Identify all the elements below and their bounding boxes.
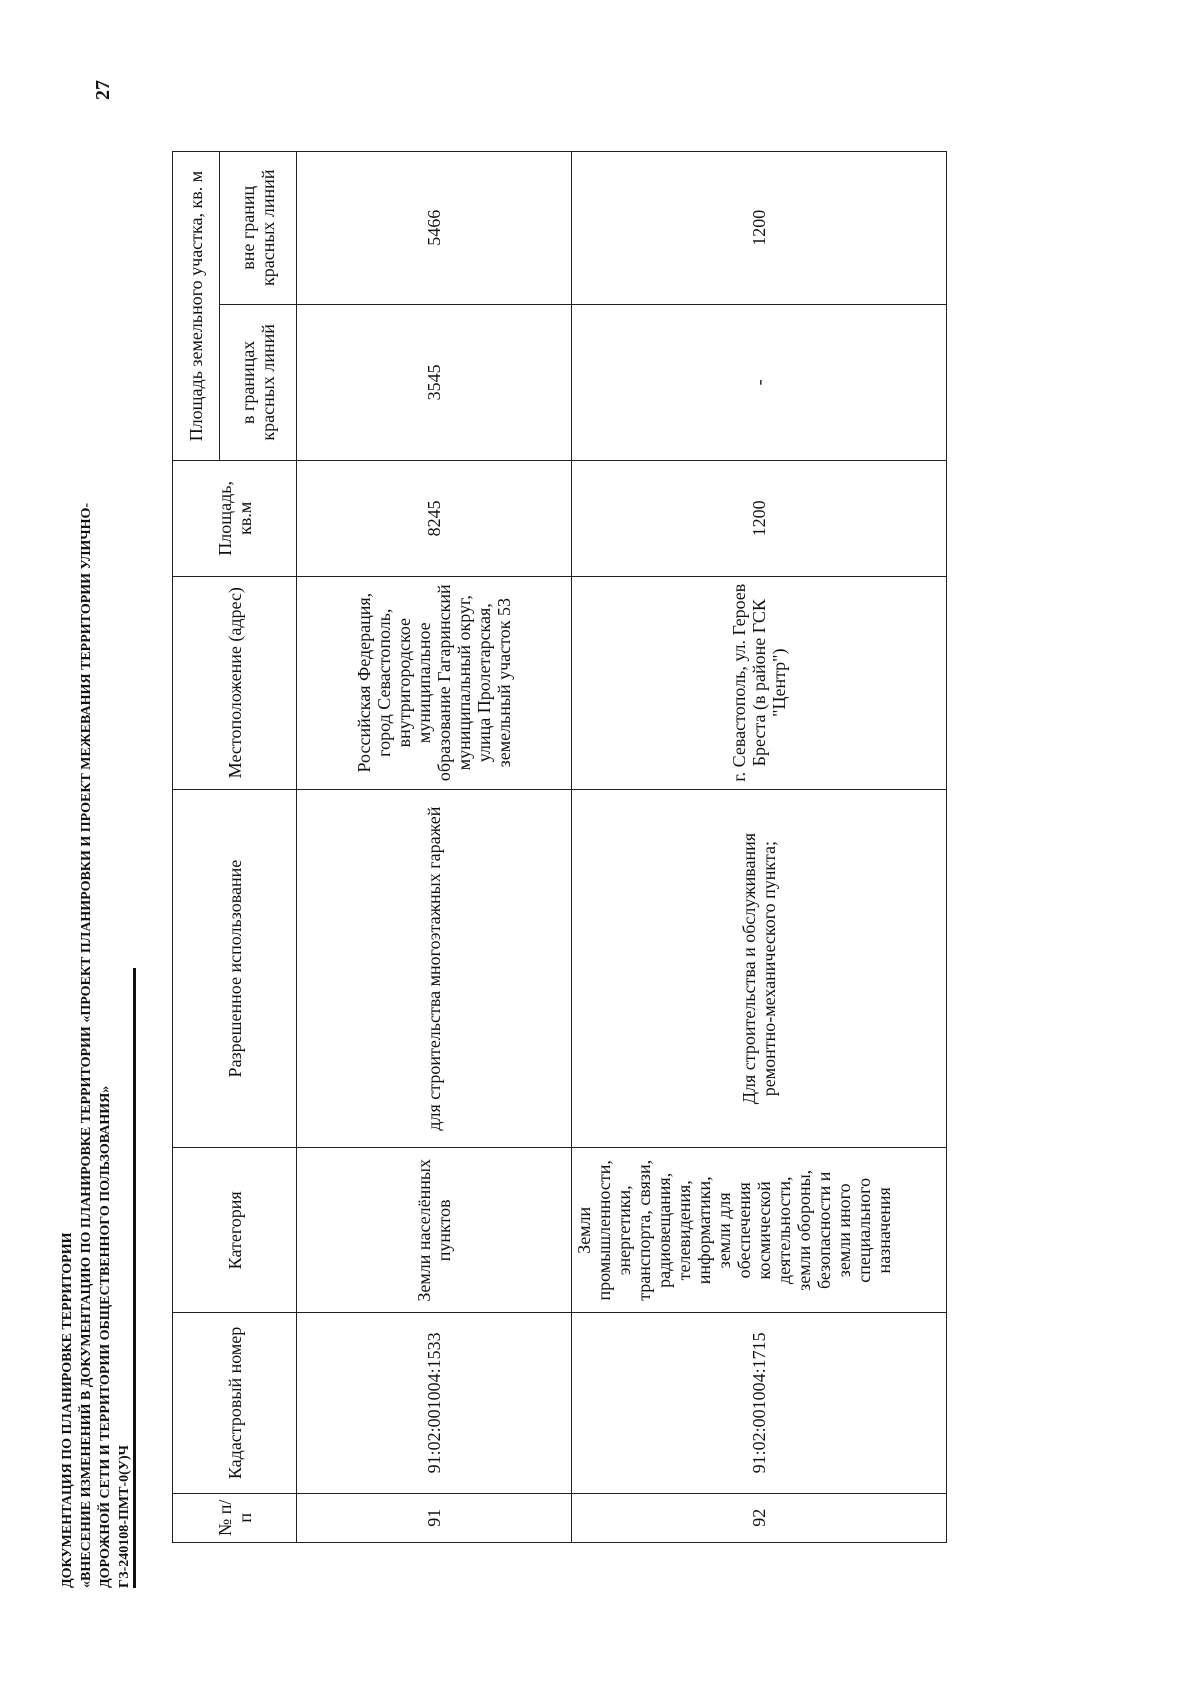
table-row <box>297 152 572 1543</box>
col-header-cadastral: Кадастровый номер <box>173 1313 297 1493</box>
cell-area: 1200 <box>572 461 947 576</box>
cell-num: 92 <box>572 1493 947 1542</box>
col-header-inside-red-lines: в границах красных линий <box>220 304 297 461</box>
table-row <box>572 152 947 1543</box>
col-header-area: Площадь, кв.м <box>173 461 297 576</box>
col-header-permitted-use: Разрешенное использование <box>173 789 297 1148</box>
cell-category: Земли промышленности, энергетики, транспорта, связи, радиовещания, телевидения, информатики, земли для обеспечения космической деятельности, земли обороны, безопасности и земли иного специального назначения <box>572 1148 947 1313</box>
land-parcel-table <box>172 151 947 1543</box>
page-number: 27 <box>92 80 114 100</box>
header-line: ДОКУМЕНТАЦИЯ ПО ПЛАНИРОВКЕ ТЕРРИТОРИИ <box>60 1232 75 1588</box>
col-header-outside-red-lines: вне границ красных линий <box>220 152 297 305</box>
cell-inside-red-lines: 3545 <box>297 304 572 461</box>
cell-inside-red-lines: - <box>572 304 947 461</box>
col-header-category: Категория <box>173 1148 297 1313</box>
cell-area: 8245 <box>297 461 572 576</box>
header-line: «ВНЕСЕНИЕ ИЗМЕНЕНИЙ В ДОКУМЕНТАЦИЮ ПО ПЛАНИРОВКЕ ТЕРРИТОРИИ «ПРОЕКТ ПЛАНИРОВКИ И ПРОЕКТ МЕЖЕВАНИЯ ТЕРРИТОРИИ УЛИЧНО- <box>79 502 94 1588</box>
cell-permitted-use: Для строительства и обслуживания ремонтно-механического пункта; <box>572 789 947 1148</box>
header-line: ДОРОЖНОЙ СЕТИ И ТЕРРИТОРИИ ОБЩЕСТВЕННОГО ПОЛЬЗОВАНИЯ» <box>98 1085 113 1588</box>
cell-cadastral: 91:02:001004:1533 <box>297 1313 572 1493</box>
cell-outside-red-lines: 5466 <box>297 152 572 305</box>
header-divider <box>133 968 136 1588</box>
cell-location: г. Севастополь, ул. Героев Бреста (в районе ГСК "Центр") <box>572 576 947 789</box>
cell-outside-red-lines: 1200 <box>572 152 947 305</box>
col-header-location: Местоположение (адрес) <box>173 576 297 789</box>
cell-category: Земли населённых пунктов <box>297 1148 572 1313</box>
cell-cadastral: 91:02:001004:1715 <box>572 1313 947 1493</box>
cell-num: 91 <box>297 1493 572 1542</box>
cell-permitted-use: для строительства многоэтажных гаражей <box>297 789 572 1148</box>
col-header-parcel-area: Площадь земельного участка, кв. м <box>173 152 220 461</box>
header-line: ГЗ-240108-ПМТ-0(У)Ч <box>117 1445 132 1588</box>
col-header-num: № п/п <box>173 1493 297 1542</box>
document-header <box>58 28 134 1588</box>
cell-location: Российская Федерация, город Севастополь, внутригородское муниципальное образование Гагаринский муниципальный округ, улица Пролетарская, земельный участок 53 <box>297 576 572 789</box>
